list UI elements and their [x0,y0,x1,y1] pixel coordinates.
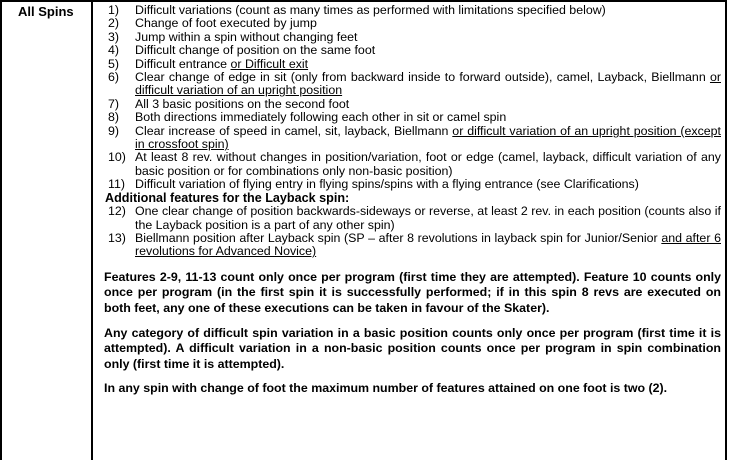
feature-item [100,44,721,57]
feature-item [100,232,721,259]
feature-number: 9) [108,123,120,138]
feature-item [100,71,721,98]
features-content [100,4,721,397]
feature-text: Biellmann position after Layback spin (SP – after 8 revolutions in layback spin for Junior/Senior [135,230,662,245]
feature-number: 6) [108,70,120,85]
feature-item [100,205,721,232]
layback-features-list [100,205,721,259]
rule-paragraph: Any category of difficult spin variation in a basic position counts only once per program (first time it is attempted). A difficult variation in a non-basic position counts once per program in spin combination only (first time it is attempted). [104,325,721,371]
feature-underlined-text: and after 6 revolutions for Advanced Novice) [135,230,721,259]
feature-text: Clear change of edge in sit (only from backward inside to forward outside), camel, Layback, Biellmann [135,70,710,85]
feature-text: Clear increase of speed in camel, sit, layback, Biellmann [135,123,453,138]
row-label: All Spins [18,4,74,19]
feature-item [100,151,721,178]
feature-item [100,111,721,124]
feature-text: Change of foot executed by jump [135,16,317,31]
feature-underlined-text: or difficult variation of an upright position [135,70,721,98]
feature-number: 7) [108,96,120,111]
feature-number: 13) [108,230,126,245]
feature-text: At least 8 rev. without changes in position/variation, foot or edge (camel, layback, difficult variation of any basic position or for combinations only non-basic position) [135,150,721,178]
feature-number: 5) [108,56,120,71]
feature-item [100,98,721,111]
rule-paragraph: In any spin with change of foot the maximum number of features attained on one foot is two (2). [104,381,668,396]
feature-number: 11) [108,177,125,192]
feature-number: 8) [108,110,120,125]
feature-text: Difficult change of position on the same foot [135,43,376,58]
feature-number: 10) [108,150,126,165]
feature-item [100,4,721,17]
rule-paragraph: Features 2-9, 11-13 count only once per program (first time they are attempted). Feature 10 counts only once per program (in the first spin it is successfully performed; if in this spin 8 revs are executed on both feet, any one of these executions can be taken in favour of the Skater). [104,269,721,315]
feature-item [100,178,721,191]
feature-number: 1) [108,3,120,17]
feature-number: 2) [108,16,120,31]
feature-number: 12) [108,204,126,219]
feature-underlined-text: or difficult variation of an upright position (except in crossfoot spin) [135,123,721,152]
feature-text: Jump within a spin without changing feet [135,29,358,44]
features-list [100,4,721,192]
column-divider [91,0,93,460]
feature-item [100,125,721,152]
feature-item [100,58,721,71]
feature-underlined-text: or Difficult exit [230,56,309,71]
feature-text: Both directions immediately following each other in sit or camel spin [135,110,507,125]
feature-text: Difficult entrance [135,56,231,71]
feature-number: 3) [108,29,120,44]
feature-text: Difficult variation of flying entry in flying spins/spins with a flying entrance (see Clarifications) [135,177,639,192]
layback-heading: Additional features for the Layback spin: [105,190,350,205]
feature-text: One clear change of position backwards-sideways or reverse, at least 2 rev. in each position (counts also if the Layback position is a part of any other spin) [135,204,721,232]
feature-text: Difficult variations (count as many times as performed with limitations specified below) [135,3,606,17]
feature-number: 4) [108,43,120,58]
feature-item [100,31,721,44]
feature-text: All 3 basic positions on the second foot [135,96,350,111]
feature-item [100,17,721,30]
